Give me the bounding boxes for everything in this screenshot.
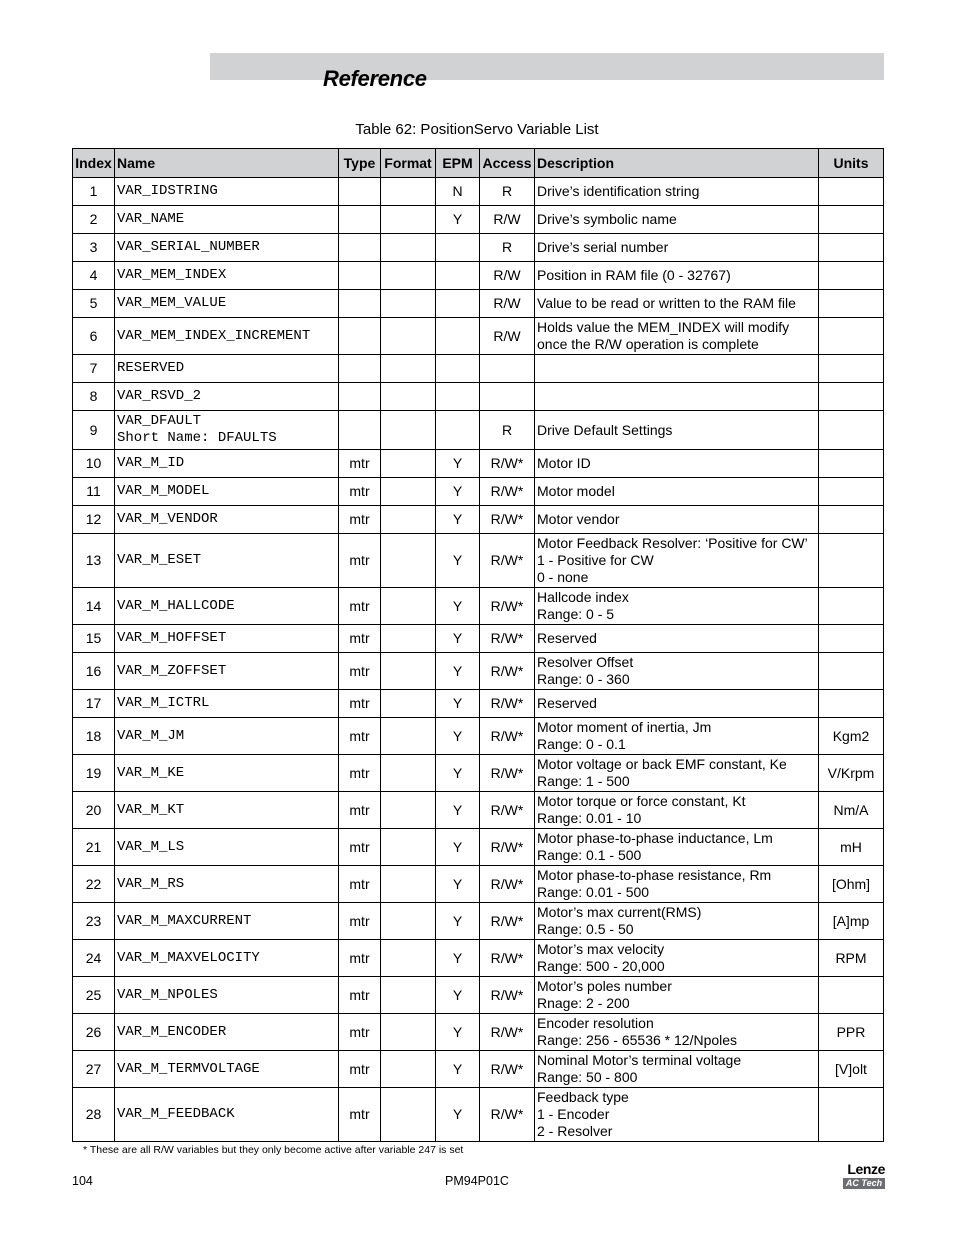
cell-description: Position in RAM file (0 - 32767) xyxy=(535,262,819,290)
table-row xyxy=(73,792,884,829)
cell-type: mtr xyxy=(339,977,381,1014)
table-row xyxy=(73,866,884,903)
table-row xyxy=(73,1051,884,1088)
cell-units xyxy=(819,506,884,534)
cell-name: VAR_M_RS xyxy=(115,866,339,903)
cell-type xyxy=(339,234,381,262)
cell-access: R/W* xyxy=(480,1051,535,1088)
cell-format xyxy=(381,178,436,206)
table-row xyxy=(73,478,884,506)
cell-access: R/W* xyxy=(480,866,535,903)
cell-index: 8 xyxy=(73,383,115,411)
cell-name: VAR_NAME xyxy=(115,206,339,234)
cell-index: 14 xyxy=(73,588,115,625)
cell-access: R/W xyxy=(480,290,535,318)
cell-description: Feedback type 1 - Encoder 2 - Resolver xyxy=(535,1088,819,1142)
table-row xyxy=(73,690,884,718)
cell-index: 3 xyxy=(73,234,115,262)
cell-index: 10 xyxy=(73,450,115,478)
cell-epm xyxy=(436,262,480,290)
table-row xyxy=(73,588,884,625)
table-row xyxy=(73,506,884,534)
table-row xyxy=(73,178,884,206)
cell-name: VAR_MEM_VALUE xyxy=(115,290,339,318)
cell-index: 12 xyxy=(73,506,115,534)
cell-format xyxy=(381,1088,436,1142)
cell-access: R/W* xyxy=(480,690,535,718)
cell-access xyxy=(480,383,535,411)
cell-access: R/W* xyxy=(480,718,535,755)
cell-units xyxy=(819,355,884,383)
table-row xyxy=(73,1088,884,1142)
cell-name: VAR_M_HOFFSET xyxy=(115,625,339,653)
cell-epm xyxy=(436,234,480,262)
cell-index: 28 xyxy=(73,1088,115,1142)
cell-epm: Y xyxy=(436,1088,480,1142)
cell-access: R xyxy=(480,234,535,262)
cell-name: VAR_M_NPOLES xyxy=(115,977,339,1014)
cell-format xyxy=(381,792,436,829)
cell-format xyxy=(381,1014,436,1051)
cell-units: [Ohm] xyxy=(819,866,884,903)
cell-epm: N xyxy=(436,178,480,206)
cell-format xyxy=(381,318,436,355)
cell-description: Encoder resolution Range: 256 - 65536 * 12/Npoles xyxy=(535,1014,819,1051)
cell-units xyxy=(819,690,884,718)
table-row xyxy=(73,290,884,318)
cell-description: Value to be read or written to the RAM file xyxy=(535,290,819,318)
cell-epm xyxy=(436,318,480,355)
cell-units xyxy=(819,178,884,206)
cell-access: R/W* xyxy=(480,755,535,792)
table-footnote: * These are all R/W variables but they only become active after variable 247 is set xyxy=(83,1144,464,1156)
cell-description: Motor phase-to-phase resistance, Rm Range: 0.01 - 500 xyxy=(535,866,819,903)
cell-access: R/W* xyxy=(480,450,535,478)
cell-access: R/W* xyxy=(480,977,535,1014)
cell-index: 4 xyxy=(73,262,115,290)
cell-description: Motor’s max velocity Range: 500 - 20,000 xyxy=(535,940,819,977)
cell-name: VAR_M_FEEDBACK xyxy=(115,1088,339,1142)
cell-index: 7 xyxy=(73,355,115,383)
cell-name: VAR_DFAULT Short Name: DFAULTS xyxy=(115,411,339,450)
cell-type: mtr xyxy=(339,625,381,653)
cell-index: 25 xyxy=(73,977,115,1014)
cell-name: VAR_M_TERMVOLTAGE xyxy=(115,1051,339,1088)
cell-name: VAR_SERIAL_NUMBER xyxy=(115,234,339,262)
lenze-logo xyxy=(843,1162,885,1190)
cell-units: [A]mp xyxy=(819,903,884,940)
cell-epm: Y xyxy=(436,206,480,234)
cell-epm: Y xyxy=(436,940,480,977)
cell-units xyxy=(819,977,884,1014)
column-header-epm: EPM xyxy=(436,149,480,178)
cell-format xyxy=(381,206,436,234)
cell-description xyxy=(535,355,819,383)
cell-epm xyxy=(436,290,480,318)
cell-description: Nominal Motor’s terminal voltage Range: 50 - 800 xyxy=(535,1051,819,1088)
cell-units: Kgm2 xyxy=(819,718,884,755)
cell-description: Motor vendor xyxy=(535,506,819,534)
cell-epm: Y xyxy=(436,588,480,625)
cell-description: Motor torque or force constant, Kt Range: 0.01 - 10 xyxy=(535,792,819,829)
table-row xyxy=(73,411,884,450)
cell-access: R/W* xyxy=(480,506,535,534)
cell-access: R/W* xyxy=(480,1014,535,1051)
table-row xyxy=(73,977,884,1014)
cell-access: R xyxy=(480,411,535,450)
cell-units xyxy=(819,411,884,450)
cell-type: mtr xyxy=(339,588,381,625)
cell-index: 11 xyxy=(73,478,115,506)
page-number: 104 xyxy=(72,1174,93,1188)
document-code: PM94P01C xyxy=(445,1174,509,1188)
cell-format xyxy=(381,506,436,534)
cell-name: VAR_M_MAXVELOCITY xyxy=(115,940,339,977)
cell-access: R/W xyxy=(480,262,535,290)
cell-description: Motor moment of inertia, Jm Range: 0 - 0.1 xyxy=(535,718,819,755)
cell-units xyxy=(819,625,884,653)
cell-epm: Y xyxy=(436,1014,480,1051)
cell-epm: Y xyxy=(436,792,480,829)
cell-description: Motor ID xyxy=(535,450,819,478)
cell-units xyxy=(819,262,884,290)
cell-index: 24 xyxy=(73,940,115,977)
cell-name: VAR_MEM_INDEX_INCREMENT xyxy=(115,318,339,355)
cell-epm: Y xyxy=(436,718,480,755)
table-row xyxy=(73,829,884,866)
cell-units: [V]olt xyxy=(819,1051,884,1088)
cell-format xyxy=(381,829,436,866)
cell-index: 18 xyxy=(73,718,115,755)
cell-access: R/W* xyxy=(480,792,535,829)
cell-units: Nm/A xyxy=(819,792,884,829)
cell-format xyxy=(381,903,436,940)
cell-format xyxy=(381,755,436,792)
cell-epm: Y xyxy=(436,653,480,690)
cell-type: mtr xyxy=(339,534,381,588)
table-row xyxy=(73,355,884,383)
section-header-bar xyxy=(210,53,884,80)
cell-type xyxy=(339,262,381,290)
cell-format xyxy=(381,234,436,262)
cell-name: VAR_M_ZOFFSET xyxy=(115,653,339,690)
cell-access: R/W* xyxy=(480,940,535,977)
cell-units xyxy=(819,1088,884,1142)
cell-type: mtr xyxy=(339,903,381,940)
cell-units xyxy=(819,206,884,234)
cell-type xyxy=(339,206,381,234)
cell-units xyxy=(819,588,884,625)
cell-type: mtr xyxy=(339,755,381,792)
cell-description: Drive’s symbolic name xyxy=(535,206,819,234)
cell-index: 5 xyxy=(73,290,115,318)
table-row xyxy=(73,450,884,478)
cell-access: R/W* xyxy=(480,534,535,588)
cell-format xyxy=(381,478,436,506)
cell-description: Drive Default Settings xyxy=(535,411,819,450)
cell-type xyxy=(339,290,381,318)
cell-access xyxy=(480,355,535,383)
cell-name: RESERVED xyxy=(115,355,339,383)
cell-type xyxy=(339,178,381,206)
cell-format xyxy=(381,534,436,588)
cell-units xyxy=(819,234,884,262)
table-row xyxy=(73,940,884,977)
column-header-description: Description xyxy=(535,149,819,178)
table-caption: Table 62: PositionServo Variable List xyxy=(355,121,599,138)
table-row xyxy=(73,903,884,940)
cell-name: VAR_IDSTRING xyxy=(115,178,339,206)
cell-format xyxy=(381,977,436,1014)
cell-type: mtr xyxy=(339,866,381,903)
cell-units xyxy=(819,383,884,411)
column-header-index: Index xyxy=(73,149,115,178)
cell-epm: Y xyxy=(436,903,480,940)
cell-format xyxy=(381,450,436,478)
cell-type xyxy=(339,355,381,383)
cell-description: Holds value the MEM_INDEX will modify once the R/W operation is complete xyxy=(535,318,819,355)
cell-units xyxy=(819,653,884,690)
cell-index: 16 xyxy=(73,653,115,690)
cell-index: 1 xyxy=(73,178,115,206)
cell-index: 2 xyxy=(73,206,115,234)
cell-description: Drive’s identification string xyxy=(535,178,819,206)
cell-epm: Y xyxy=(436,690,480,718)
cell-name: VAR_M_JM xyxy=(115,718,339,755)
table-row xyxy=(73,383,884,411)
cell-format xyxy=(381,355,436,383)
column-header-format: Format xyxy=(381,149,436,178)
cell-type: mtr xyxy=(339,1051,381,1088)
table-row xyxy=(73,625,884,653)
logo-subtitle: AC Tech xyxy=(843,1178,885,1189)
cell-format xyxy=(381,690,436,718)
table-body xyxy=(73,178,884,1142)
cell-epm: Y xyxy=(436,829,480,866)
cell-description: Resolver Offset Range: 0 - 360 xyxy=(535,653,819,690)
cell-name: VAR_M_MAXCURRENT xyxy=(115,903,339,940)
cell-format xyxy=(381,411,436,450)
cell-name: VAR_M_ID xyxy=(115,450,339,478)
cell-name: VAR_M_MODEL xyxy=(115,478,339,506)
cell-type: mtr xyxy=(339,1014,381,1051)
cell-access: R/W* xyxy=(480,903,535,940)
cell-index: 9 xyxy=(73,411,115,450)
column-header-access: Access xyxy=(480,149,535,178)
cell-type: mtr xyxy=(339,690,381,718)
cell-type: mtr xyxy=(339,653,381,690)
cell-access: R/W* xyxy=(480,478,535,506)
cell-index: 15 xyxy=(73,625,115,653)
cell-type xyxy=(339,383,381,411)
cell-epm: Y xyxy=(436,450,480,478)
table-row xyxy=(73,1014,884,1051)
cell-units xyxy=(819,534,884,588)
table-row xyxy=(73,262,884,290)
cell-name: VAR_M_ESET xyxy=(115,534,339,588)
variable-table xyxy=(72,148,884,1142)
cell-name: VAR_RSVD_2 xyxy=(115,383,339,411)
cell-index: 17 xyxy=(73,690,115,718)
cell-description: Motor’s poles number Rnage: 2 - 200 xyxy=(535,977,819,1014)
section-title: Reference xyxy=(323,66,427,91)
cell-description: Motor’s max current(RMS) Range: 0.5 - 50 xyxy=(535,903,819,940)
cell-format xyxy=(381,290,436,318)
cell-index: 22 xyxy=(73,866,115,903)
cell-units xyxy=(819,450,884,478)
cell-name: VAR_M_ENCODER xyxy=(115,1014,339,1051)
cell-description: Drive’s serial number xyxy=(535,234,819,262)
cell-access: R/W* xyxy=(480,653,535,690)
cell-index: 27 xyxy=(73,1051,115,1088)
cell-index: 23 xyxy=(73,903,115,940)
cell-units: RPM xyxy=(819,940,884,977)
cell-access: R/W* xyxy=(480,829,535,866)
cell-format xyxy=(381,940,436,977)
cell-type: mtr xyxy=(339,506,381,534)
cell-format xyxy=(381,653,436,690)
cell-epm: Y xyxy=(436,506,480,534)
cell-units: V/Krpm xyxy=(819,755,884,792)
table-row xyxy=(73,718,884,755)
cell-description: Reserved xyxy=(535,625,819,653)
cell-format xyxy=(381,625,436,653)
cell-name: VAR_MEM_INDEX xyxy=(115,262,339,290)
cell-access: R/W* xyxy=(480,1088,535,1142)
column-header-units: Units xyxy=(819,149,884,178)
cell-type: mtr xyxy=(339,718,381,755)
cell-index: 26 xyxy=(73,1014,115,1051)
cell-index: 19 xyxy=(73,755,115,792)
cell-epm: Y xyxy=(436,866,480,903)
table-header-row xyxy=(73,149,884,178)
cell-epm: Y xyxy=(436,534,480,588)
cell-format xyxy=(381,588,436,625)
cell-epm xyxy=(436,383,480,411)
cell-index: 20 xyxy=(73,792,115,829)
cell-type: mtr xyxy=(339,829,381,866)
cell-index: 21 xyxy=(73,829,115,866)
cell-access: R/W* xyxy=(480,588,535,625)
table-row xyxy=(73,234,884,262)
cell-epm: Y xyxy=(436,755,480,792)
cell-epm: Y xyxy=(436,478,480,506)
cell-description: Motor voltage or back EMF constant, Ke Range: 1 - 500 xyxy=(535,755,819,792)
cell-access: R/W* xyxy=(480,625,535,653)
cell-name: VAR_M_KT xyxy=(115,792,339,829)
cell-name: VAR_M_LS xyxy=(115,829,339,866)
cell-description: Motor phase-to-phase inductance, Lm Range: 0.1 - 500 xyxy=(535,829,819,866)
cell-format xyxy=(381,1051,436,1088)
cell-access: R xyxy=(480,178,535,206)
cell-access: R/W xyxy=(480,318,535,355)
cell-name: VAR_M_VENDOR xyxy=(115,506,339,534)
table-row xyxy=(73,653,884,690)
cell-type: mtr xyxy=(339,940,381,977)
cell-epm: Y xyxy=(436,625,480,653)
table-row xyxy=(73,755,884,792)
cell-description xyxy=(535,383,819,411)
cell-format xyxy=(381,718,436,755)
cell-description: Reserved xyxy=(535,690,819,718)
cell-type: mtr xyxy=(339,1088,381,1142)
cell-epm xyxy=(436,411,480,450)
cell-epm: Y xyxy=(436,1051,480,1088)
cell-epm: Y xyxy=(436,977,480,1014)
cell-description: Hallcode index Range: 0 - 5 xyxy=(535,588,819,625)
cell-epm xyxy=(436,355,480,383)
column-header-type: Type xyxy=(339,149,381,178)
column-header-name: Name xyxy=(115,149,339,178)
cell-type: mtr xyxy=(339,450,381,478)
cell-name: VAR_M_ICTRL xyxy=(115,690,339,718)
cell-description: Motor model xyxy=(535,478,819,506)
table-row xyxy=(73,318,884,355)
cell-type xyxy=(339,411,381,450)
cell-format xyxy=(381,383,436,411)
cell-units xyxy=(819,318,884,355)
cell-description: Motor Feedback Resolver: ‘Positive for CW’ 1 - Positive for CW 0 - none xyxy=(535,534,819,588)
cell-index: 13 xyxy=(73,534,115,588)
cell-type: mtr xyxy=(339,792,381,829)
cell-type: mtr xyxy=(339,478,381,506)
cell-format xyxy=(381,866,436,903)
cell-name: VAR_M_HALLCODE xyxy=(115,588,339,625)
cell-units: mH xyxy=(819,829,884,866)
cell-format xyxy=(381,262,436,290)
cell-units xyxy=(819,290,884,318)
cell-units: PPR xyxy=(819,1014,884,1051)
cell-index: 6 xyxy=(73,318,115,355)
logo-name: Lenze xyxy=(847,1161,885,1177)
cell-type xyxy=(339,318,381,355)
table-row xyxy=(73,534,884,588)
cell-units xyxy=(819,478,884,506)
cell-access: R/W xyxy=(480,206,535,234)
table-row xyxy=(73,206,884,234)
cell-name: VAR_M_KE xyxy=(115,755,339,792)
